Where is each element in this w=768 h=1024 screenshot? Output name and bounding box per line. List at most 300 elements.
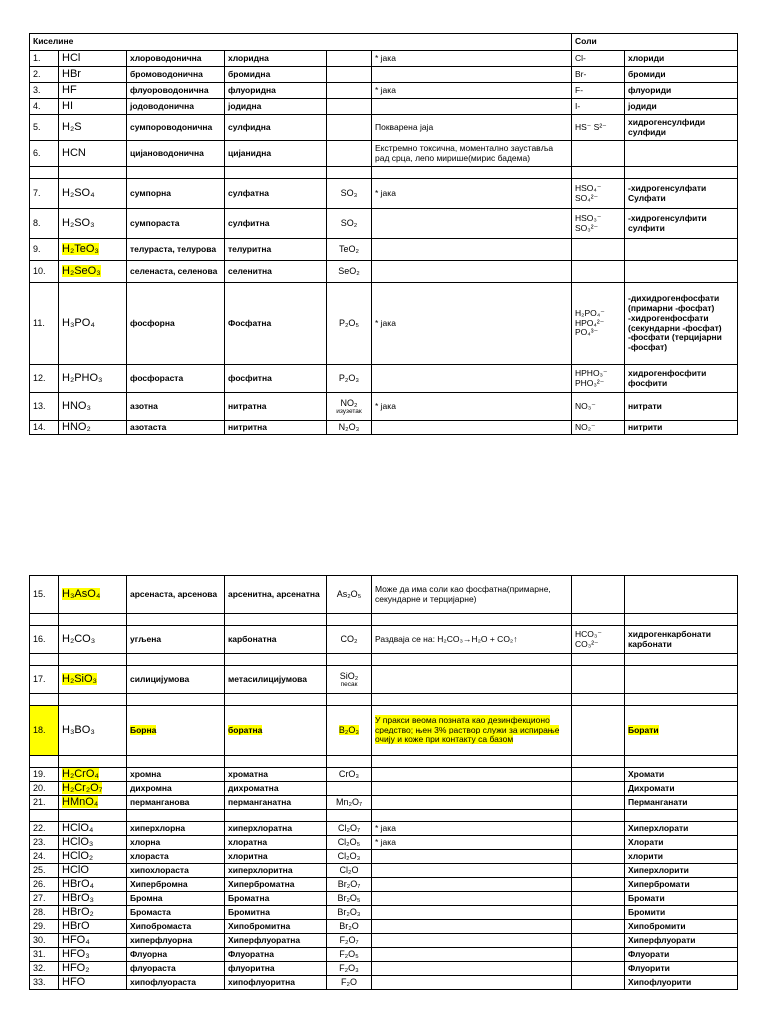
table-row [30, 976, 738, 990]
row-number: 24. [30, 850, 59, 864]
anion-name: цијанидна [228, 147, 272, 158]
acid-name: хромна [130, 768, 162, 779]
anion-name-cell [225, 906, 327, 920]
anion-name-cell [225, 261, 327, 283]
table-row [30, 782, 738, 796]
salt-cell [625, 706, 738, 756]
anion-name: арсенитна, арсенатна [228, 588, 320, 599]
salt-cell [625, 934, 738, 948]
anion-name-cell [225, 706, 327, 756]
salt-name: хлориди [628, 52, 665, 63]
anion-name: метасилицијумова [228, 673, 308, 684]
anion-name: хлоратна [228, 836, 268, 847]
acid-name: јодоводонична [130, 100, 194, 111]
salt-name: хидрогенсулфиди сулфиди [628, 116, 706, 137]
empty-cell [225, 614, 327, 626]
empty-cell [127, 756, 225, 768]
oxide-cell [327, 920, 372, 934]
acid-name-cell [127, 934, 225, 948]
oxide-cell [327, 796, 372, 810]
oxide: F₂O [341, 977, 357, 988]
anion-name: хроматна [228, 768, 268, 779]
ion-cell [572, 948, 625, 962]
acid-name-cell [127, 209, 225, 239]
salt-name: бромиди [628, 68, 666, 79]
ion-cell [572, 906, 625, 920]
formula-cell [59, 141, 127, 167]
ion-cell: F- [572, 83, 625, 99]
table-row [30, 626, 738, 654]
formula: H₂SiO₃ [62, 673, 98, 686]
anion-name-cell [225, 576, 327, 614]
oxide: Br₂O [339, 921, 359, 932]
salt-name: хлорити [628, 850, 664, 861]
salt-name: Хипобромити [628, 920, 686, 931]
empty-cell [127, 694, 225, 706]
anion-name: сулфидна [228, 121, 271, 132]
formula-cell [59, 99, 127, 115]
row-number: 15. [30, 576, 59, 614]
salt-name: Хипофлуорити [628, 976, 692, 987]
note-cell [372, 948, 572, 962]
table-row [30, 850, 738, 864]
acid-name: бромоводонична [130, 68, 203, 79]
oxide-cell [327, 51, 372, 67]
formula-cell [59, 706, 127, 756]
ion-cell [572, 261, 625, 283]
table-row [30, 576, 738, 614]
salt-name: Хиперфлуорати [628, 934, 696, 945]
oxide: F₂O₅ [339, 949, 359, 960]
acid-name: селенаста, селенова [130, 265, 218, 276]
salt-name: Хиперхлорити [628, 864, 689, 875]
oxide-cell [327, 576, 372, 614]
spacer-row [30, 810, 738, 822]
anion-name: телуритна [228, 243, 272, 254]
formula: HCN [62, 147, 86, 160]
empty-cell [59, 694, 127, 706]
formula-cell [59, 365, 127, 393]
ion-cell [572, 836, 625, 850]
acid-name: хлораста [130, 850, 169, 861]
note: * јака [375, 187, 396, 198]
anion-name-cell [225, 822, 327, 836]
table-row [30, 892, 738, 906]
note-cell [372, 141, 572, 167]
oxide-cell [327, 283, 372, 365]
acid-name-cell [127, 836, 225, 850]
acid-name-cell [127, 576, 225, 614]
table-row [30, 666, 738, 694]
ion-cell: HSO₄⁻ SO₄²⁻ [572, 179, 625, 209]
empty-cell [625, 694, 738, 706]
anion-name: Хиперфлуоратна [228, 934, 301, 945]
spacer-row [30, 167, 738, 179]
empty-cell [225, 654, 327, 666]
table-row [30, 864, 738, 878]
note: * јака [375, 52, 396, 63]
acid-name-cell [127, 115, 225, 141]
empty-cell [59, 654, 127, 666]
oxide: Mn₂O₇ [335, 797, 363, 808]
table-row [30, 51, 738, 67]
acid-name: хлороводонична [130, 52, 202, 63]
spacer-row [30, 756, 738, 768]
anion-name-cell [225, 934, 327, 948]
anion-name-cell [225, 796, 327, 810]
row-number: 4. [30, 99, 59, 115]
ion-cell: Br- [572, 67, 625, 83]
row-number: 10. [30, 261, 59, 283]
note-cell [372, 892, 572, 906]
salt-cell [625, 576, 738, 614]
salt-name: Хиперхлорати [628, 822, 689, 833]
acid-name: хипофлуораста [130, 976, 197, 987]
formula: H₂S [62, 121, 82, 134]
table-row [30, 115, 738, 141]
formula: H₃AsO₄ [62, 588, 101, 601]
acid-name-cell [127, 782, 225, 796]
oxide-cell [327, 179, 372, 209]
header-row [30, 34, 738, 51]
anion-name: флуоритна [228, 962, 275, 973]
oxide-cell [327, 365, 372, 393]
ion-cell [572, 782, 625, 796]
empty-cell [625, 810, 738, 822]
row-number: 25. [30, 864, 59, 878]
oxide: NO₂ [340, 397, 358, 408]
acid-name-cell [127, 365, 225, 393]
empty-cell [372, 167, 572, 179]
salt-name: Хромати [628, 768, 665, 779]
formula: HNO₂ [62, 421, 91, 434]
formula-cell [59, 421, 127, 435]
salt-cell [625, 99, 738, 115]
empty-cell [372, 694, 572, 706]
row-number: 33. [30, 976, 59, 990]
anion-name: хиперхлоратна [228, 822, 293, 833]
oxide-cell [327, 421, 372, 435]
formula: H₂SO₃ [62, 217, 95, 230]
ion-cell [572, 934, 625, 948]
acid-name-cell [127, 239, 225, 261]
anion-name: хиперхлоритна [228, 864, 293, 875]
oxide: As₂O₅ [336, 589, 362, 600]
empty-cell [572, 167, 625, 179]
formula: HI [62, 100, 73, 113]
acid-name: хлорна [130, 836, 161, 847]
oxide-cell [327, 209, 372, 239]
salt-cell [625, 920, 738, 934]
oxide: SO₂ [340, 218, 358, 229]
oxide-cell [327, 261, 372, 283]
salt-name: јодиди [628, 100, 657, 111]
formula: HNO₃ [62, 400, 91, 413]
note-cell [372, 393, 572, 421]
anion-name-cell [225, 283, 327, 365]
oxide-cell [327, 141, 372, 167]
acid-name: азотна [130, 400, 158, 411]
ion-cell: HS⁻ S²⁻ [572, 115, 625, 141]
oxide-cell [327, 115, 372, 141]
ion-cell [572, 706, 625, 756]
formula: HFO₄ [62, 934, 90, 947]
anion-name: селенитна [228, 265, 272, 276]
table-row [30, 934, 738, 948]
empty-cell [59, 614, 127, 626]
acid-name-cell [127, 906, 225, 920]
formula: HClO₂ [62, 850, 94, 863]
formula: H₂SO₄ [62, 187, 95, 200]
acid-name-cell [127, 99, 225, 115]
oxide-cell [327, 666, 372, 694]
ion-cell [572, 850, 625, 864]
anion-name-cell [225, 393, 327, 421]
table-row [30, 421, 738, 435]
salt-cell [625, 836, 738, 850]
empty-cell [327, 756, 372, 768]
anion-name: бромидна [228, 68, 271, 79]
spacer-row [30, 654, 738, 666]
formula-cell [59, 934, 127, 948]
row-number: 29. [30, 920, 59, 934]
acid-name-cell [127, 796, 225, 810]
formula: HFO₃ [62, 948, 90, 961]
ion-cell [572, 239, 625, 261]
salt-cell [625, 209, 738, 239]
salt-name: хидрогенкарбонати карбонати [628, 628, 711, 649]
note-cell [372, 796, 572, 810]
oxide: Br₂O₃ [337, 907, 361, 918]
table-row [30, 283, 738, 365]
formula: HMnO₄ [62, 796, 99, 809]
oxide: P₂O₃ [338, 373, 360, 384]
formula-cell [59, 864, 127, 878]
formula: HClO [62, 864, 89, 877]
salt-name: -дихидрогенфосфати (примарни -фосфат) -хидрогенфосфати (секундарни -фосфат) -фосфати (терцијарни -фосфат) [628, 293, 722, 353]
anion-name-cell [225, 179, 327, 209]
formula-cell [59, 393, 127, 421]
salt-cell [625, 365, 738, 393]
table-row [30, 706, 738, 756]
formula-cell [59, 962, 127, 976]
empty-cell [59, 810, 127, 822]
salt-name: нитрати [628, 400, 662, 411]
oxide: TeO₂ [339, 244, 359, 255]
formula-cell [59, 83, 127, 99]
salt-cell [625, 906, 738, 920]
salt-cell [625, 115, 738, 141]
spacer-row [30, 694, 738, 706]
formula-cell [59, 283, 127, 365]
anion-name-cell [225, 666, 327, 694]
formula: HBrO₃ [62, 892, 94, 905]
row-number: 14. [30, 421, 59, 435]
ion-cell [572, 962, 625, 976]
acid-name-cell [127, 892, 225, 906]
salt-name: Флуорити [628, 962, 670, 973]
oxide: P₂O₅ [338, 318, 360, 329]
row-number: 11. [30, 283, 59, 365]
note-cell [372, 421, 572, 435]
oxide-cell [327, 626, 372, 654]
acid-name-cell [127, 850, 225, 864]
formula-cell [59, 239, 127, 261]
formula: HFO₂ [62, 962, 90, 975]
empty-cell [225, 756, 327, 768]
note-cell [372, 239, 572, 261]
anion-name-cell [225, 626, 327, 654]
formula-cell [59, 822, 127, 836]
anion-name: хлоритна [228, 850, 268, 861]
salt-cell [625, 850, 738, 864]
row-number: 2. [30, 67, 59, 83]
anion-name-cell [225, 768, 327, 782]
oxide: SeO₂ [338, 266, 360, 277]
oxide-cell [327, 768, 372, 782]
acid-name: Хипобромаста [130, 920, 192, 931]
salt-name: -хидрогенсулфити сулфити [628, 212, 707, 233]
ion-cell [572, 878, 625, 892]
note: Може да има соли као фосфатна(примарне, секундарне и терцијарне) [375, 583, 551, 604]
empty-cell [572, 810, 625, 822]
note-cell [372, 626, 572, 654]
empty-cell [225, 167, 327, 179]
empty-cell [372, 654, 572, 666]
acid-name-cell [127, 179, 225, 209]
acid-name: телураста, телурова [130, 243, 217, 254]
oxide: Cl₂O₅ [337, 837, 361, 848]
ion-cell [572, 864, 625, 878]
acid-name-cell [127, 706, 225, 756]
oxide-cell [327, 948, 372, 962]
note-cell [372, 934, 572, 948]
acid-name: силицијумова [130, 673, 190, 684]
salt-cell [625, 421, 738, 435]
empty-cell [327, 694, 372, 706]
acid-name-cell [127, 948, 225, 962]
acid-name: Борна [130, 724, 157, 735]
formula: H₂CrO₄ [62, 768, 99, 781]
anion-name: Бромитна [228, 906, 270, 917]
empty-cell [30, 654, 59, 666]
acid-name-cell [127, 864, 225, 878]
empty-cell [225, 810, 327, 822]
anion-name: дихроматна [228, 782, 279, 793]
table-row [30, 99, 738, 115]
note: * јака [375, 400, 396, 411]
oxide: Cl₂O₃ [337, 851, 361, 862]
oxide: SO₃ [340, 188, 358, 199]
table-row [30, 906, 738, 920]
acid-name: хипохлораста [130, 864, 189, 875]
empty-cell [327, 614, 372, 626]
note-cell [372, 51, 572, 67]
note: * јака [375, 822, 396, 833]
empty-cell [327, 810, 372, 822]
anion-name: нитритна [228, 421, 267, 432]
note: Екстремно токсична, моментално зауставља рад срца, лепо мирише(мирис бадема) [375, 142, 554, 163]
acid-name: хиперфлуорна [130, 934, 193, 945]
note-cell [372, 283, 572, 365]
acid-name: Бромаста [130, 906, 171, 917]
anion-name: нитратна [228, 400, 267, 411]
salt-name: Бромати [628, 892, 665, 903]
row-number: 17. [30, 666, 59, 694]
salt-name: -хидрогенсулфати Сулфати [628, 182, 707, 203]
note: * јака [375, 84, 396, 95]
empty-cell [572, 654, 625, 666]
ion-cell [572, 768, 625, 782]
empty-cell [30, 167, 59, 179]
empty-cell [59, 756, 127, 768]
row-number: 27. [30, 892, 59, 906]
salt-name: Перманганати [628, 796, 688, 807]
ion-cell: I- [572, 99, 625, 115]
note-cell [372, 782, 572, 796]
formula-cell [59, 782, 127, 796]
formula-cell [59, 948, 127, 962]
note-cell [372, 576, 572, 614]
oxide-cell [327, 934, 372, 948]
formula: HBrO₂ [62, 906, 94, 919]
table-row [30, 83, 738, 99]
note-cell [372, 836, 572, 850]
acid-name: сумпороводонична [130, 121, 213, 132]
acids-table-1 [29, 33, 738, 435]
anion-name-cell [225, 67, 327, 83]
table-row [30, 962, 738, 976]
ion-cell [572, 976, 625, 990]
ion-cell: Cl- [572, 51, 625, 67]
oxide: CrO₃ [338, 769, 360, 780]
anion-name-cell [225, 239, 327, 261]
oxide-note: песак [340, 680, 358, 688]
oxide: SiO₂ [339, 670, 359, 681]
note-cell [372, 962, 572, 976]
formula-cell [59, 878, 127, 892]
acid-name: Хипербромна [130, 878, 188, 889]
acid-name-cell [127, 626, 225, 654]
anion-name: Хипобромитна [228, 920, 291, 931]
ion-cell [572, 576, 625, 614]
note-cell [372, 976, 572, 990]
row-number: 19. [30, 768, 59, 782]
acid-name: хиперхлорна [130, 822, 186, 833]
formula: HBr [62, 68, 81, 81]
table-row [30, 179, 738, 209]
formula-cell [59, 836, 127, 850]
row-number: 23. [30, 836, 59, 850]
acids-table-2 [29, 575, 738, 990]
note-cell [372, 906, 572, 920]
anion-name: сулфатна [228, 187, 269, 198]
oxide-cell [327, 393, 372, 421]
formula-cell [59, 850, 127, 864]
acid-name-cell [127, 141, 225, 167]
oxide-cell [327, 782, 372, 796]
table-row [30, 822, 738, 836]
acid-name-cell [127, 920, 225, 934]
salt-cell [625, 878, 738, 892]
formula: H₃PO₄ [62, 317, 95, 330]
acid-name: фосфораста [130, 372, 184, 383]
table-row [30, 261, 738, 283]
salt-name: Флуорати [628, 948, 670, 959]
table-row [30, 67, 738, 83]
anion-name: флуоридна [228, 84, 276, 95]
empty-cell [572, 694, 625, 706]
